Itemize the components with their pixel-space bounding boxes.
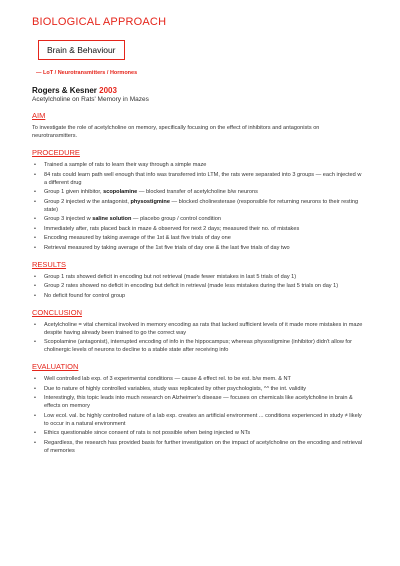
procedure-item-text: — blocked transfer of acetylcholine b/w neurons xyxy=(137,189,258,195)
study-subtitle: Acetylcholine on Rats' Memory in Mazes xyxy=(32,96,149,103)
procedure-heading: PROCEDURE xyxy=(32,148,80,157)
evaluation-heading: EVALUATION xyxy=(32,362,79,371)
conclusion-item: • Scopolamine (antagonist), interrupted encoding of info in the hippocampus; whereas physostigmine (inhibitor) didn't allow for cholinergic levels of neurons to decline to a stable state after receiving info xyxy=(40,338,366,354)
topic-breadcrumb: — LoT / Neurotransmitters / Hormones xyxy=(36,70,138,76)
aim-text: To investigate the role of acetylcholine on memory, specifically focusing on the effect of inhibitors and antagonists on neurotransmitters. xyxy=(32,125,320,139)
procedure-item-bold: saline solution xyxy=(92,216,132,222)
procedure-item xyxy=(40,188,366,196)
procedure-item xyxy=(40,198,366,214)
procedure-item-text: Group 2 injected w the antagonist, xyxy=(44,198,131,205)
procedure-item-text: Retrieval measured by taking average of the 1st five trials of day one & the last five trials of day two xyxy=(44,244,290,251)
evaluation-item: • Regardless, the research has provided basis for further investigation on the impact of acetylcholine on the encoding and retrieval of memories xyxy=(40,439,366,455)
results-item: • No deficit found for control group xyxy=(40,292,366,300)
procedure-item-text: Group 3 injected w xyxy=(44,216,93,222)
procedure-item-text: Encoding measured by taking average of the 1st & last five trials of day one xyxy=(44,235,231,241)
evaluation-item: • Well controlled lab exp. of 3 experimental conditions — cause & effect rel. to be est. b/w mem. & NT xyxy=(40,375,366,383)
procedure-item-text: Immediately after, rats placed back in maze & observed for next 2 days; measured their no. of mistakes xyxy=(44,225,300,232)
procedure-item-text: — blocked cholinesterase (responsible for returning neurons to their resting state) xyxy=(44,198,359,213)
procedure-item-bold: physostigmine xyxy=(130,198,170,205)
study-year: 2003 xyxy=(99,86,117,95)
evaluation-list xyxy=(32,375,366,455)
procedure-item-text: 84 rats could learn path well enough that info was transferred into LTM, the rats were separated into 3 groups — each injected w a different drug xyxy=(44,171,362,186)
page-header-title: BIOLOGICAL APPROACH xyxy=(32,16,167,28)
conclusion-list xyxy=(32,321,366,355)
study-title xyxy=(32,86,366,95)
topic-box: Brain & Behaviour xyxy=(38,40,125,60)
conclusion-item: • Acetylcholine = vital chemical involved in memory encoding as rats that lacked sufficient levels of it made more mistakes in maze despite having already been trained to go the correct way xyxy=(40,321,366,337)
procedure-item-text: — placebo group / control condition xyxy=(131,216,221,222)
evaluation-item: • Low ecol. val. bc highly controlled nature of a lab exp. creates an artificial environment ... conditions experienced in study ≠ likely to occur in a natural environment xyxy=(40,412,366,428)
procedure-item xyxy=(40,244,366,252)
evaluation-item: • Ethics questionable since consent of rats is not possible when being injected w NTs xyxy=(40,429,366,437)
aim-heading: AIM xyxy=(32,111,46,120)
procedure-item-bold: scopolamine xyxy=(103,189,138,195)
procedure-item xyxy=(40,161,366,169)
procedure-list xyxy=(32,161,366,252)
procedure-item xyxy=(40,171,366,187)
procedure-item xyxy=(40,215,366,223)
procedure-item xyxy=(40,234,366,242)
evaluation-item: • Interestingly, this topic leads into much research on Alzheimer's disease — focuses on chemicals like acetylcholine in brain & effects on memory xyxy=(40,394,366,410)
procedure-item xyxy=(40,225,366,233)
procedure-item-text: Group 1 given inhibitor, xyxy=(44,189,104,195)
results-item: • Group 1 rats showed deficit in encoding but not retrieval (made fewer mistakes in last 5 trials of day 1) xyxy=(40,273,366,281)
results-item: • Group 2 rates showed no deficit in encoding but deficit in retrieval (made less mistakes during the last 5 trials on day 1) xyxy=(40,282,366,290)
procedure-item-text: Trained a sample of rats to learn their way through a simple maze xyxy=(44,162,207,168)
study-authors: Rogers & Kesner xyxy=(32,86,97,95)
conclusion-heading: CONCLUSION xyxy=(32,307,83,317)
results-list xyxy=(32,273,366,300)
evaluation-item: • Due to nature of highly controlled variables, study was replicated by other psychologists, ^^ the int. validity xyxy=(40,385,366,393)
results-heading: RESULTS xyxy=(32,259,67,269)
